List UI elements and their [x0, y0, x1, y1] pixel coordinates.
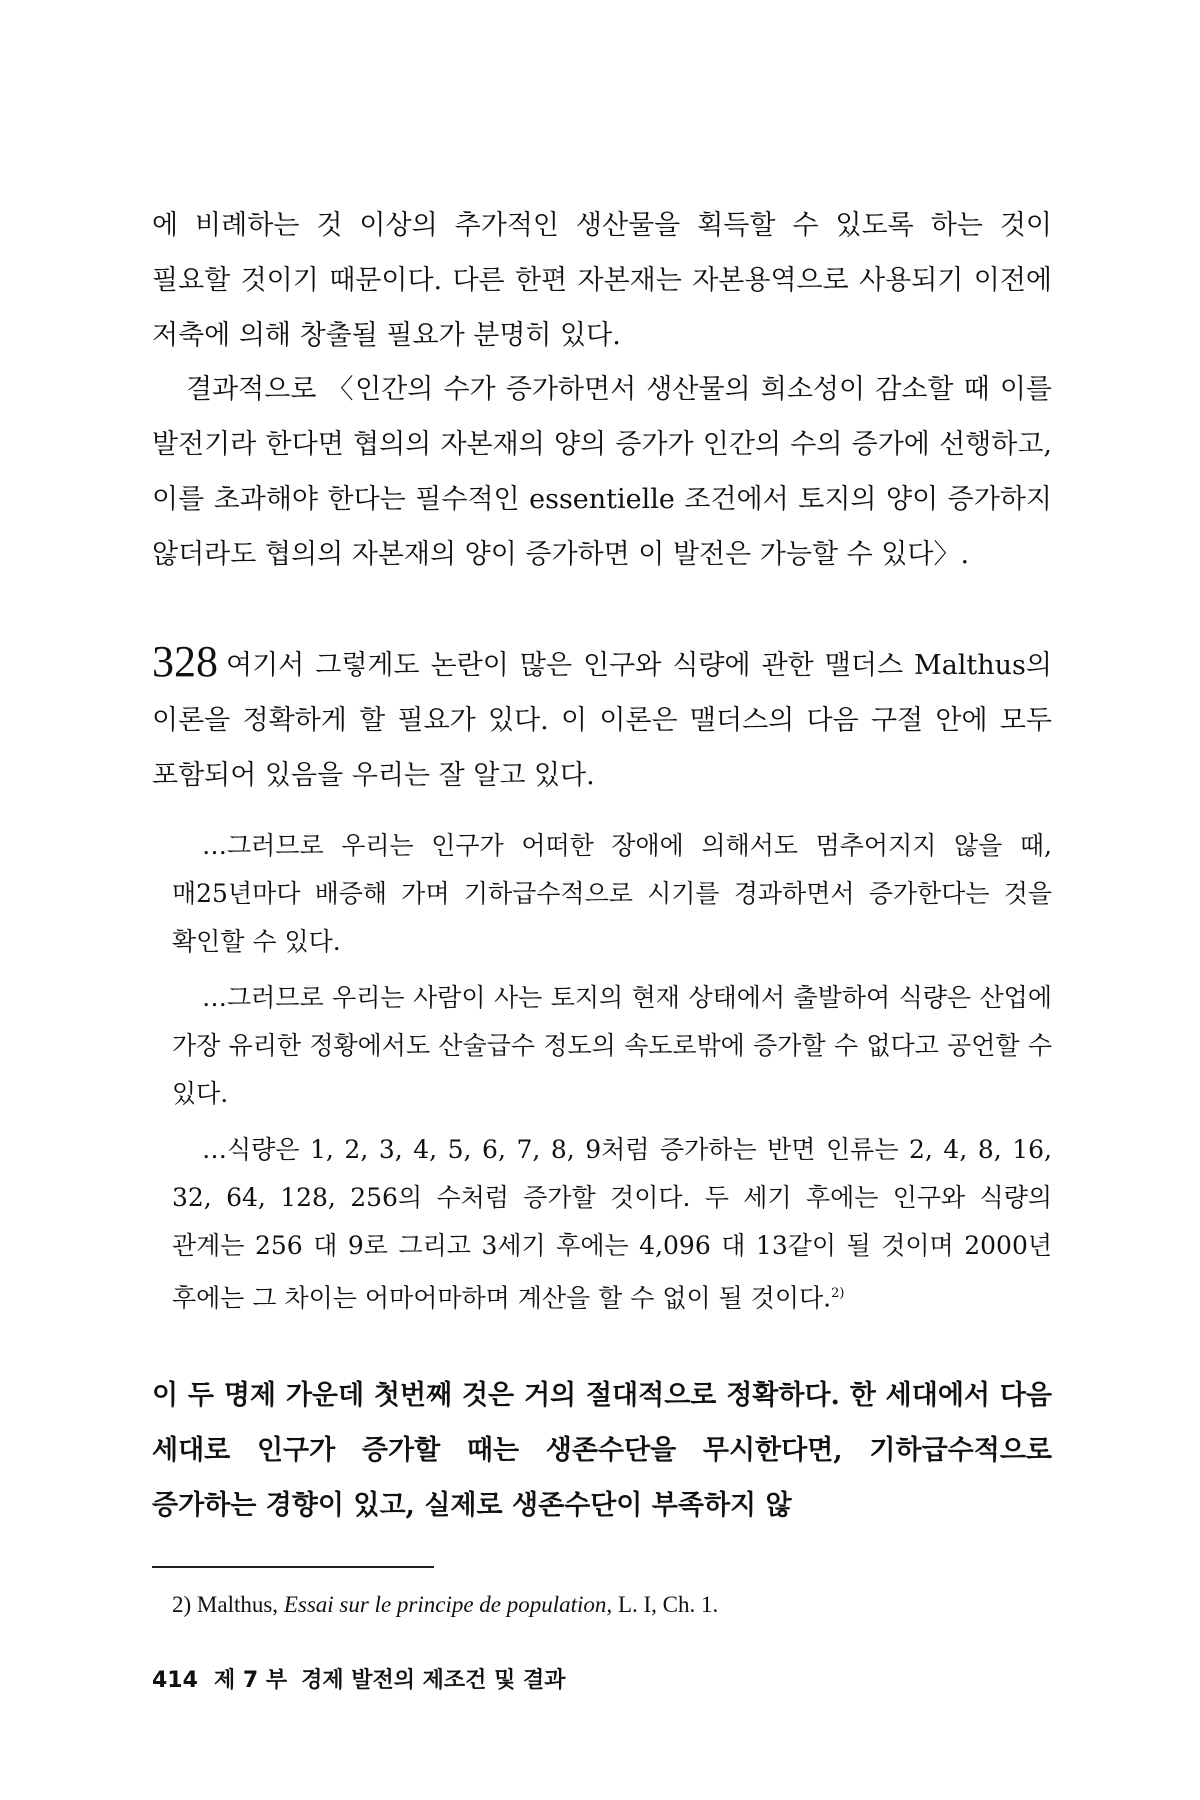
- block-quote-food: …그러므로 우리는 사람이 사는 토지의 현재 상태에서 출발하여 식량은 산업에 가장 유리한 정황에서도 산술급수 정도의 속도로밖에 증가할 수 없다고 공언할 수 있다.: [172, 983, 1052, 1108]
- block-quote-ratio-text: …식량은 1, 2, 3, 4, 5, 6, 7, 8, 9처럼 증가하는 반면 인류는 2, 4, 8, 16, 32, 64, 128, 256의 수처럼 증가할 것이다. 두 세기 후에는 인구와 식량의 관계는 256 대 9로 그리고 3세기 후에는 4,096 대 13같이 될 것이며 2000년 후에는 그 차이는 어마어마하며 계산을 할 수 없이 될 것이다.: [172, 1135, 1052, 1313]
- footnote: [172, 1588, 1052, 1622]
- block-quote-population: …그러므로 우리는 인구가 어떠한 장애에 의해서도 멈추어지지 않을 때, 매25년마다 배증해 가며 기하급수적으로 시기를 경과하면서 증가한다는 것을 확인할 수 있다.: [172, 831, 1052, 956]
- footnote-locator: L. I, Ch. 1.: [617, 1592, 719, 1617]
- block-quote-ratio: [172, 1126, 1052, 1322]
- footnote-title: Essai sur le principe de population,: [283, 1592, 613, 1617]
- footnote-marker: 2): [172, 1592, 192, 1617]
- part-title: 경제 발전의 제조건 및 결과: [301, 1668, 566, 1693]
- body-paragraph-propositions: 이 두 명제 가운데 첫번째 것은 거의 절대적으로 정확하다. 한 세대에서 다음 세대로 인구가 증가할 때는 생존수단을 무시한다면, 기하급수적으로 증가하는 경향이 있고, 실제로 생존수단이 부족하지 않: [152, 1380, 1052, 1521]
- body-paragraph-continued: 에 비례하는 것 이상의 추가적인 생산물을 획득할 수 있도록 하는 것이 필요할 것이기 때문이다. 다른 한편 자본재는 자본용역으로 사용되기 이전에 저축에 의해 창출될 필요가 분명히 있다.: [152, 210, 1052, 351]
- footnote-author: Malthus,: [196, 1592, 279, 1617]
- section-paragraph-text: 여기서 그렇게도 논란이 많은 인구와 식량에 관한 맬더스 Malthus의 이론을 정확하게 할 필요가 있다. 이 이론은 맬더스의 다음 구절 안에 모두 포함되어 있음을 우리는 잘 알고 있다.: [152, 650, 1052, 791]
- body-paragraph-development-condition: 결과적으로 〈인간의 수가 증가하면서 생산물의 희소성이 감소할 때 이를 발전기라 한다면 협의의 자본재의 양의 증가가 인간의 수의 증가에 선행하고, 이를 초과해야 한다는 필수적인 essentielle 조건에서 토지의 양이 증가하지 않더라도 협의의 자본재의 양이 증가하면 이 발전은 가능할 수 있다〉.: [152, 374, 1052, 570]
- section-paragraph-malthus: [152, 634, 1052, 803]
- footnote-divider: [152, 1566, 434, 1568]
- footnote-reference: 2): [831, 1286, 845, 1301]
- section-number: 328: [152, 637, 218, 686]
- page-number: 414: [152, 1668, 198, 1693]
- part-label: 제 7 부: [213, 1668, 288, 1693]
- running-footer: [152, 1665, 1052, 1697]
